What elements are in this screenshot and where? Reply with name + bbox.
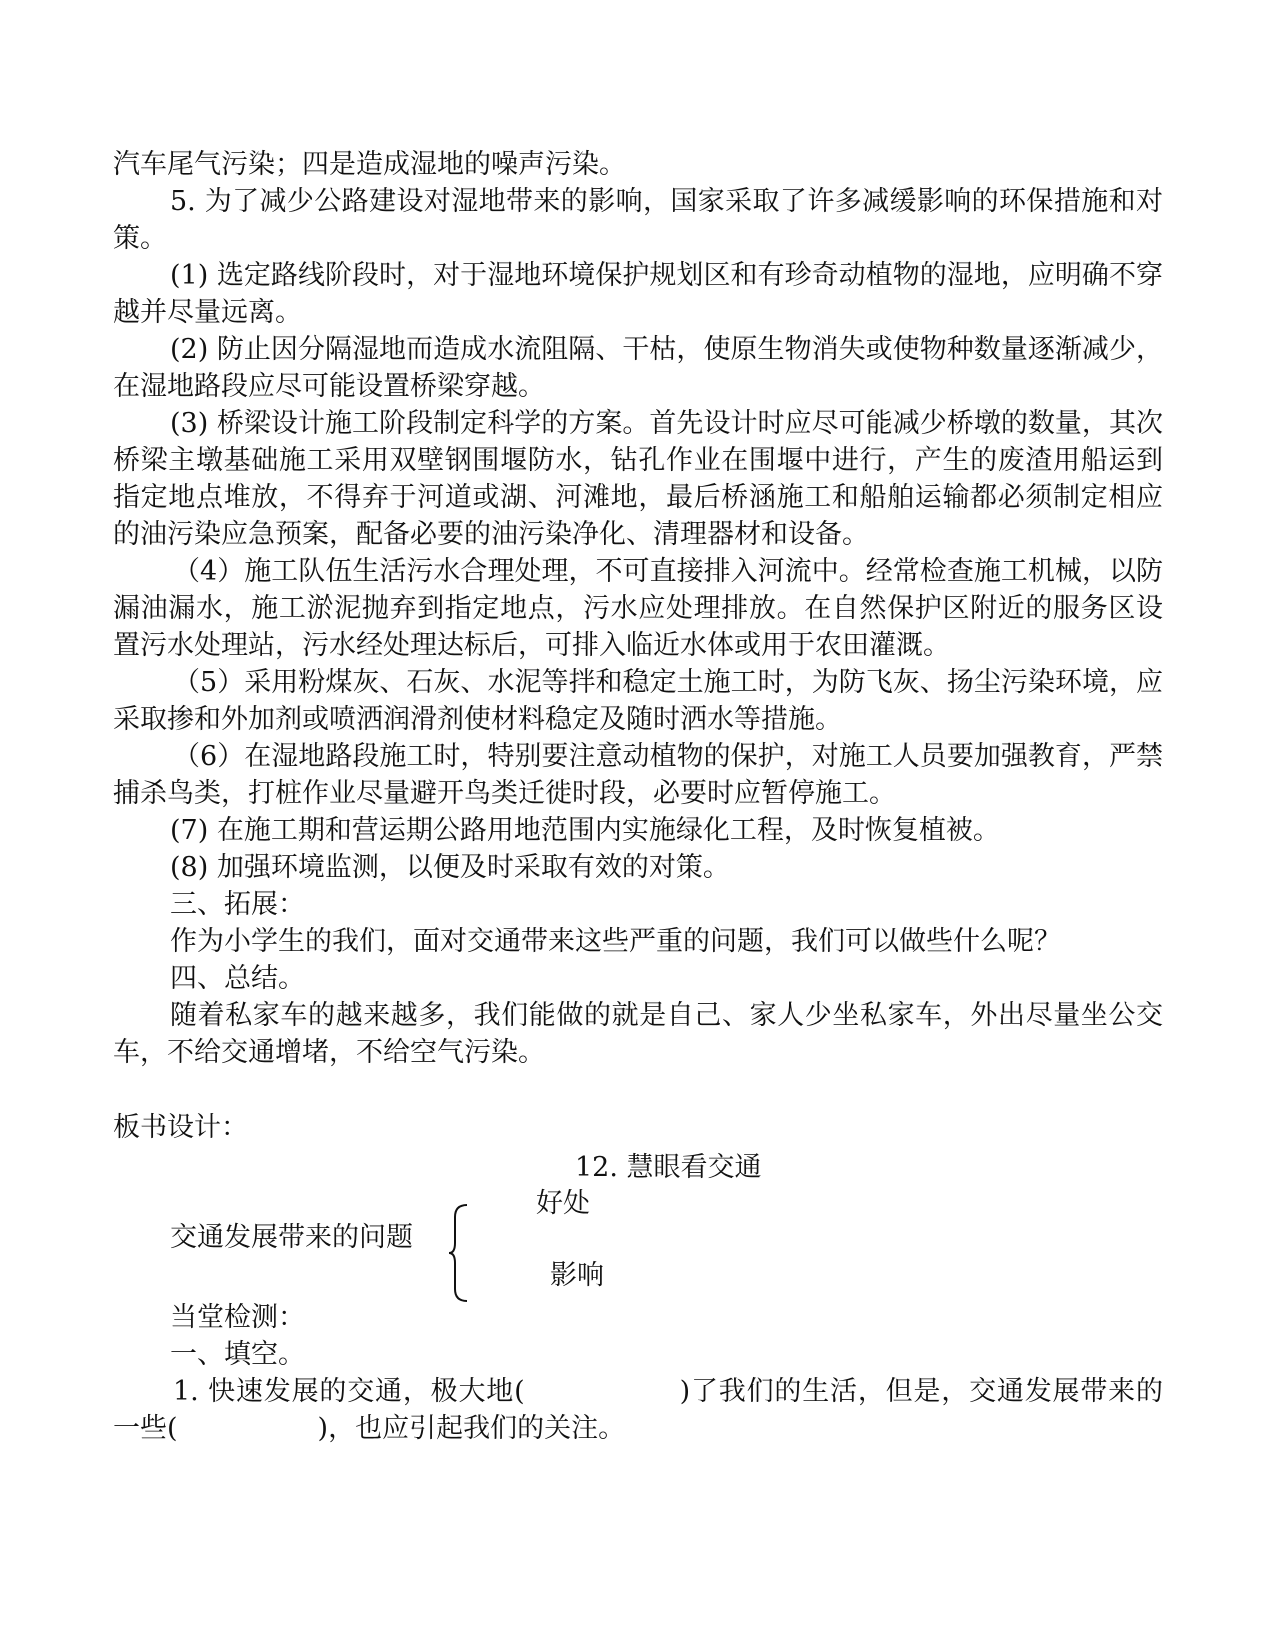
section-heading: 四、总结。 bbox=[170, 963, 305, 994]
paragraph: 随着私家车的越来越多，我们能做的就是自己、家人少坐私家车，外出尽量坐公交车，不给交通增堵，不给空气污染。 bbox=[113, 1000, 1163, 1068]
paragraph: 汽车尾气污染；四是造成湿地的噪声污染。 bbox=[113, 149, 626, 180]
board-benefit-label: 好处 bbox=[536, 1188, 590, 1219]
board-design-label: 板书设计： bbox=[113, 1112, 248, 1143]
test-heading: 当堂检测： bbox=[170, 1302, 305, 1333]
paragraph: （6）在湿地路段施工时，特别要注意动植物的保护，对施工人员要加强教育，严禁捕杀鸟类，打桩作业尽量避开鸟类迁徙时段，必要时应暂停施工。 bbox=[113, 741, 1163, 809]
board-design bbox=[113, 1149, 1163, 1299]
paragraph: （5）采用粉煤灰、石灰、水泥等拌和稳定土施工时，为防飞灰、扬尘污染环境，应采取掺和外加剂或喷洒润滑剂使材料稳定及随时洒水等措施。 bbox=[113, 667, 1163, 735]
board-effect-label: 影响 bbox=[550, 1260, 604, 1291]
question-text: 1. 快速发展的交通，极大地( bbox=[173, 1376, 525, 1407]
board-title: 12. 慧眼看交通 bbox=[575, 1152, 762, 1183]
paragraph: 作为小学生的我们，面对交通带来这些严重的问题，我们可以做些什么呢？ bbox=[170, 926, 1061, 957]
section-heading: 三、拓展： bbox=[170, 889, 305, 920]
spacer bbox=[113, 1071, 1163, 1109]
paragraph: (7) 在施工期和营运期公路用地范围内实施绿化工程，及时恢复植被。 bbox=[170, 815, 1000, 846]
test-section: 一、填空。 bbox=[170, 1339, 305, 1370]
board-main-topic: 交通发展带来的问题 bbox=[170, 1222, 413, 1253]
brace-icon bbox=[447, 1203, 471, 1303]
fill-blank-question bbox=[113, 1373, 1163, 1447]
question-text: )了我们的生活，但是，交通发展带来的一些( bbox=[113, 1376, 1163, 1444]
paragraph: (2) 防止因分隔湿地而造成水流阻隔、干枯，使原生物消失或使物种数量逐渐减少，在湿地路段应尽可能设置桥梁穿越。 bbox=[113, 334, 1163, 402]
question-text: )，也应引起我们的关注。 bbox=[317, 1413, 626, 1444]
paragraph: (8) 加强环境监测，以便及时采取有效的对策。 bbox=[170, 852, 730, 883]
paragraph: (3) 桥梁设计施工阶段制定科学的方案。首先设计时应尽可能减少桥墩的数量，其次桥梁主墩基础施工采用双壁钢围堰防水，钻孔作业在围堰中进行，产生的废渣用船运到指定地点堆放，不得弃于河道或湖、河滩地，最后桥涵施工和船舶运输都必须制定相应的油污染应急预案，配备必要的油污染净化、清理器材和设备。 bbox=[113, 408, 1163, 550]
paragraph: 5. 为了减少公路建设对湿地带来的影响，国家采取了许多减缓影响的环保措施和对策。 bbox=[113, 186, 1163, 254]
document-body bbox=[113, 146, 1163, 1447]
paragraph: (1) 选定路线阶段时，对于湿地环境保护规划区和有珍奇动植物的湿地，应明确不穿越并尽量远离。 bbox=[113, 260, 1163, 328]
paragraph: （4）施工队伍生活污水合理处理，不可直接排入河流中。经常检查施工机械，以防漏油漏水，施工淤泥抛弃到指定地点，污水应处理排放。在自然保护区附近的服务区设置污水处理站，污水经处理达标后，可排入临近水体或用于农田灌溉。 bbox=[113, 556, 1163, 661]
